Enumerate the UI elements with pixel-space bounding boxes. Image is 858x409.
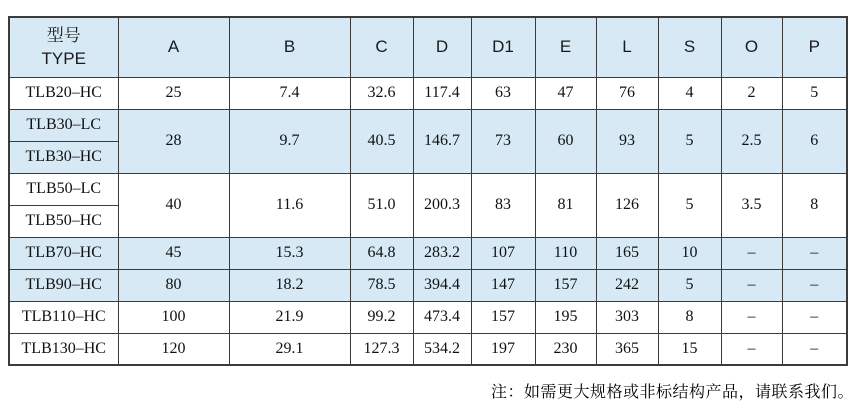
value-cell: 83 — [471, 173, 535, 237]
value-cell: 127.3 — [350, 333, 413, 365]
column-header-l: L — [596, 17, 658, 77]
value-cell: 8 — [782, 173, 847, 237]
value-cell: – — [721, 301, 782, 333]
value-cell: 76 — [596, 77, 658, 109]
value-cell: 195 — [535, 301, 596, 333]
value-cell: 394.4 — [413, 269, 471, 301]
value-cell: – — [782, 333, 847, 365]
value-cell: 534.2 — [413, 333, 471, 365]
column-header-e: E — [535, 17, 596, 77]
value-cell: 303 — [596, 301, 658, 333]
value-cell: 28 — [118, 109, 229, 173]
value-cell: – — [782, 269, 847, 301]
value-cell: 51.0 — [350, 173, 413, 237]
value-cell: 157 — [471, 301, 535, 333]
value-cell: 64.8 — [350, 237, 413, 269]
model-cell: TLB50–HC — [9, 205, 118, 237]
model-cell: TLB110–HC — [9, 301, 118, 333]
value-cell: 32.6 — [350, 77, 413, 109]
value-cell: 18.2 — [229, 269, 350, 301]
value-cell: 107 — [471, 237, 535, 269]
value-cell: – — [721, 269, 782, 301]
value-cell: 47 — [535, 77, 596, 109]
value-cell: 5 — [782, 77, 847, 109]
value-cell: 10 — [658, 237, 721, 269]
model-cell: TLB70–HC — [9, 237, 118, 269]
value-cell: 25 — [118, 77, 229, 109]
value-cell: 230 — [535, 333, 596, 365]
value-cell: 21.9 — [229, 301, 350, 333]
value-cell: 5 — [658, 173, 721, 237]
value-cell: 15 — [658, 333, 721, 365]
type-header-cn: 型号 — [46, 26, 81, 46]
column-header-p: P — [782, 17, 847, 77]
value-cell: 147 — [471, 269, 535, 301]
model-cell: TLB50–LC — [9, 173, 118, 205]
table-row — [9, 109, 847, 141]
value-cell: 78.5 — [350, 269, 413, 301]
value-cell: – — [782, 301, 847, 333]
model-cell: TLB30–LC — [9, 109, 118, 141]
value-cell: 242 — [596, 269, 658, 301]
column-header-d1: D1 — [471, 17, 535, 77]
table-row — [9, 237, 847, 269]
value-cell: 5 — [658, 269, 721, 301]
value-cell: 200.3 — [413, 173, 471, 237]
value-cell: 126 — [596, 173, 658, 237]
value-cell: 63 — [471, 77, 535, 109]
value-cell: 165 — [596, 237, 658, 269]
value-cell: 4 — [658, 77, 721, 109]
model-cell: TLB30–HC — [9, 141, 118, 173]
table-row — [9, 333, 847, 365]
column-header-o: O — [721, 17, 782, 77]
value-cell: 2 — [721, 77, 782, 109]
value-cell: 9.7 — [229, 109, 350, 173]
value-cell: 146.7 — [413, 109, 471, 173]
value-cell: 93 — [596, 109, 658, 173]
value-cell: 6 — [782, 109, 847, 173]
table-row — [9, 301, 847, 333]
value-cell: – — [721, 237, 782, 269]
value-cell: 120 — [118, 333, 229, 365]
value-cell: 473.4 — [413, 301, 471, 333]
type-header-en: TYPE — [41, 49, 86, 69]
value-cell: 2.5 — [721, 109, 782, 173]
value-cell: 99.2 — [350, 301, 413, 333]
value-cell: 81 — [535, 173, 596, 237]
spec-table — [8, 16, 848, 366]
value-cell: 40 — [118, 173, 229, 237]
column-header-a: A — [118, 17, 229, 77]
column-header-b: B — [229, 17, 350, 77]
value-cell: 157 — [535, 269, 596, 301]
model-cell: TLB130–HC — [9, 333, 118, 365]
column-header-c: C — [350, 17, 413, 77]
value-cell: 365 — [596, 333, 658, 365]
value-cell: 73 — [471, 109, 535, 173]
value-cell: 80 — [118, 269, 229, 301]
table-row — [9, 269, 847, 301]
header-row — [9, 17, 847, 77]
value-cell: 8 — [658, 301, 721, 333]
value-cell: 29.1 — [229, 333, 350, 365]
model-cell: TLB90–HC — [9, 269, 118, 301]
value-cell: 197 — [471, 333, 535, 365]
value-cell: – — [721, 333, 782, 365]
value-cell: 110 — [535, 237, 596, 269]
value-cell: 60 — [535, 109, 596, 173]
table-row — [9, 173, 847, 205]
value-cell: 11.6 — [229, 173, 350, 237]
value-cell: 283.2 — [413, 237, 471, 269]
value-cell: – — [782, 237, 847, 269]
column-header-s: S — [658, 17, 721, 77]
value-cell: 100 — [118, 301, 229, 333]
footnote: 注：如需更大规格或非标结构产品，请联系我们。 — [490, 384, 854, 401]
column-header-d: D — [413, 17, 471, 77]
column-header-type — [9, 17, 118, 77]
value-cell: 3.5 — [721, 173, 782, 237]
model-cell: TLB20–HC — [9, 77, 118, 109]
value-cell: 40.5 — [350, 109, 413, 173]
value-cell: 7.4 — [229, 77, 350, 109]
value-cell: 15.3 — [229, 237, 350, 269]
value-cell: 5 — [658, 109, 721, 173]
value-cell: 45 — [118, 237, 229, 269]
table-row — [9, 77, 847, 109]
value-cell: 117.4 — [413, 77, 471, 109]
